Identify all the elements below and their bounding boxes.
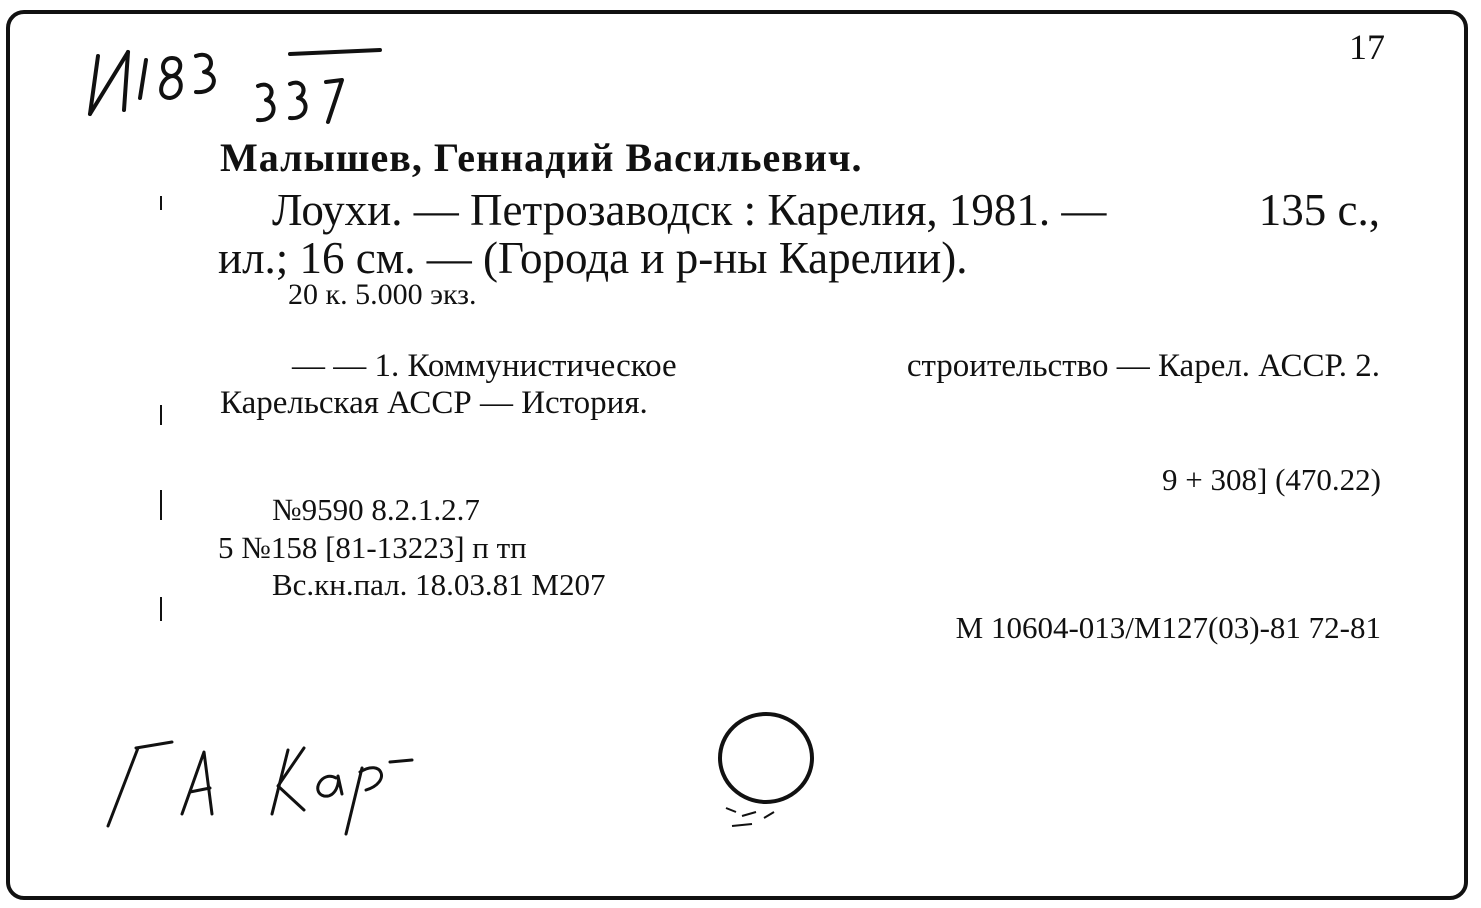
book-chamber-line: Вс.кн.пал. 18.03.81 М207	[272, 567, 606, 602]
margin-tick	[160, 490, 162, 520]
publisher-code: М 10604-013/М127(03)-81 72-81	[955, 610, 1381, 645]
title-line-2: ил.; 16 см. — (Города и р-ны Карелии).	[218, 233, 968, 283]
price-and-copies: 20 к. 5.000 экз.	[288, 278, 477, 311]
margin-tick	[160, 405, 162, 425]
order-line: 5 №158 [81-13223] п тп	[218, 530, 527, 565]
title-line-1	[272, 184, 1380, 236]
card-hole	[712, 708, 822, 828]
subjects-line-1-left: — — 1. Коммунистическое	[292, 348, 677, 384]
card-number: 17	[1349, 27, 1385, 67]
record-number: №9590 8.2.1.2.7	[272, 492, 480, 527]
title-line-1-pages: 135 с.,	[1258, 185, 1380, 235]
margin-tick	[160, 597, 162, 621]
handwritten-shelf-mark	[80, 36, 400, 136]
handwritten-note	[100, 730, 440, 840]
title-line-1-main: Лоухи. — Петрозаводск : Карелия, 1981. —	[272, 185, 1107, 235]
author-heading: Малышев, Геннадий Васильевич.	[220, 135, 863, 180]
subjects-line-2: Карельская АССР — История.	[220, 385, 648, 421]
margin-tick	[160, 196, 162, 210]
subjects-line-1-right: строительство — Карел. АССР. 2.	[906, 348, 1380, 384]
classification-index: 9 + 308] (470.22)	[1162, 462, 1381, 497]
